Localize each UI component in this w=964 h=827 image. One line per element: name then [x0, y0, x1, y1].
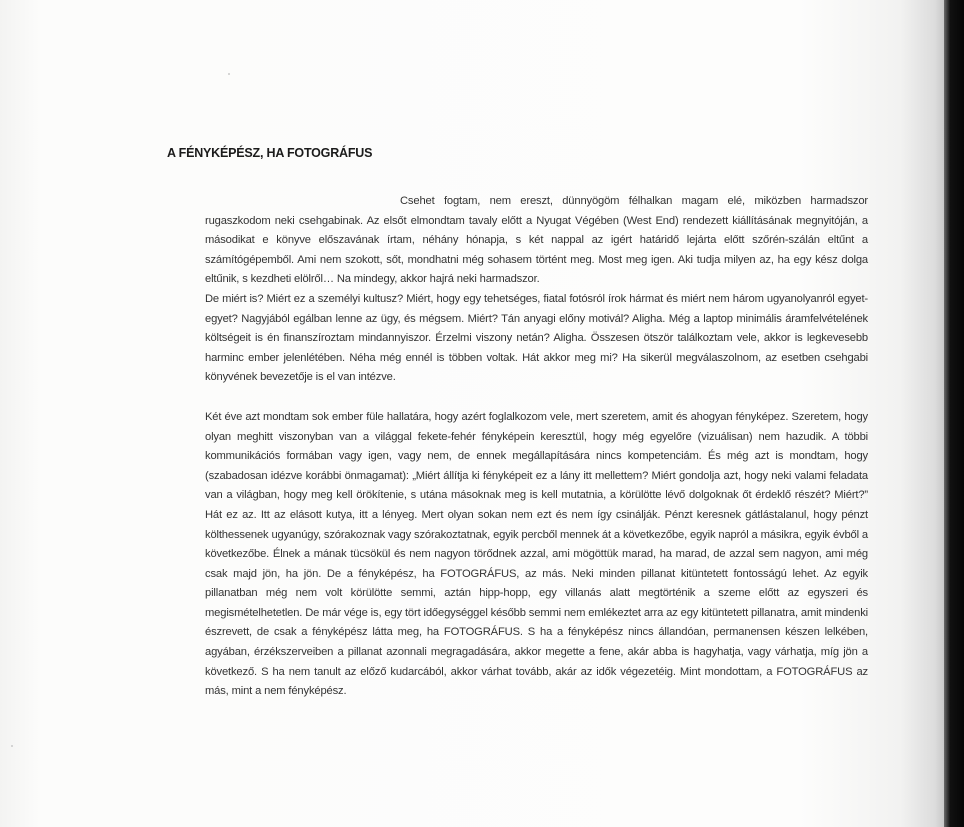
- paper-speck: [11, 745, 13, 747]
- paper-speck: [228, 73, 230, 75]
- paragraph-questions: De miért is? Miért ez a személyi kultusz? Miért, hogy egy tehetséges, fiatal fotósról írok hármat és miért nem három ugyanolyanról egyet-egyet? Nagyjából egálban lenne az ügy, és mégsem. Miért? Tán anyagi előny motivál? Aligha. Még a laptop minimális áramfelvételének költségeit is én finanszíroztam mindannyiszor. Érzelmi viszony netán? Aligha. Összesen ötször találkoztam vele, akkor is legkevesebb harminc ember jelenlétében. Néha még ennél is többen voltak. Hát akkor meg mi? Ha sikerül megválaszolnom, az esetben csehgabi könyvének bevezetője is el van intézve.: [205, 292, 868, 384]
- body-text: [205, 192, 868, 702]
- paragraph-intro: Csehet fogtam, nem ereszt, dünnyögöm félhalkan magam elé, miközben harmadszor rugaszkodom neki csehgabinak. Az elsőt elmondtam tavaly előtt a Nyugat Végében (West End) rendezett kiállításának megnyitóján, a másodikat e könyve előszavának írtam, néhány hónapja, s két nappal az igért határidő lejárta előtt szőrén-szálán eltűnt a számítógépemből. Ami nem szokott, sőt, mondhatni még sohasem történt meg. Most meg igen. Aki tudja milyen az, ha egy kész dolga eltűnik, s kezdheti elölről… Na mindegy, akkor hajrá neki harmadszor.: [205, 195, 868, 286]
- book-binding-shadow: [944, 0, 964, 827]
- chapter-title: A FÉNYKÉPÉSZ, HA FOTOGRÁFUS: [167, 146, 373, 160]
- paragraph-main: Két éve azt mondtam sok ember füle hallatára, hogy azért foglalkozom vele, mert szeretem, amit és ahogyan fényképez. Szeretem, hogy olyan meghitt viszonyban van a világgal fekete-fehér fényképein keresztül, hogy még egyelőre (vizuálisan) nem hazudik. A többi kommunikációs formában vagy igen, vagy nem, de ennek megállapítására nincs kompetenciám. És még azt is mondtam, hogy (szabadosan idézve korábbi önmagamat): „Miért állítja ki fényképeit ez a lány itt mellettem? Miért gondolja azt, hogy neki valami feladata van a világban, hogy meg kell örökítenie, s utána másoknak meg is kell mutatnia, a körülötte lévő dolgoknak őt érdeklő részét? Miért?” Hát ez az. Itt az elásott kutya, itt a lényeg. Mert olyan sokan nem ezt és nem így csinálják. Pénzt keresnek gátlástalanul, hogy pénzt költhessenek ugyanúgy, szórakoznak vagy szórakoztatnak, egyik percből mennek át a következőbe, egyik napról a másikra, egyik évből a következőbe. Élnek a mának tücsökül és nem nagyon törődnek azzal, ami mögöttük marad, ha marad, de azzal sem nagyon, ami még csak majd jön, ha jön. De a fényképész, ha FOTOGRÁFUS, az más. Neki minden pillanat kitüntetett fontosságú lehet. Az egyik pillanatban még nem volt körülötte semmi, aztán hipp-hopp, egy villanás alatt megtörténik a szeme előtt az egyszeri és megismételhetetlen. De már vége is, egy tört időegységgel később semmi nem emlékeztet arra az egy kitüntetett pillanatra, amit mindenki észrevett, de csak a fényképész látta meg, ha FOTOGRÁFUS. S ha a fényképész nincs állandóan, permanensen készen lelkében, agyában, érzékszerveiben a pillanat azonnali megragadására, akkor megette a fene, akár abba is hagyhatja, vagy várhatja, míg jön a következő. S ha nem tanult az előző kudarcából, akkor várhat tovább, akár az idők végezetéig. Mint mondottam, a FOTOGRÁFUS az más, mint a nem fényképész.: [205, 410, 868, 698]
